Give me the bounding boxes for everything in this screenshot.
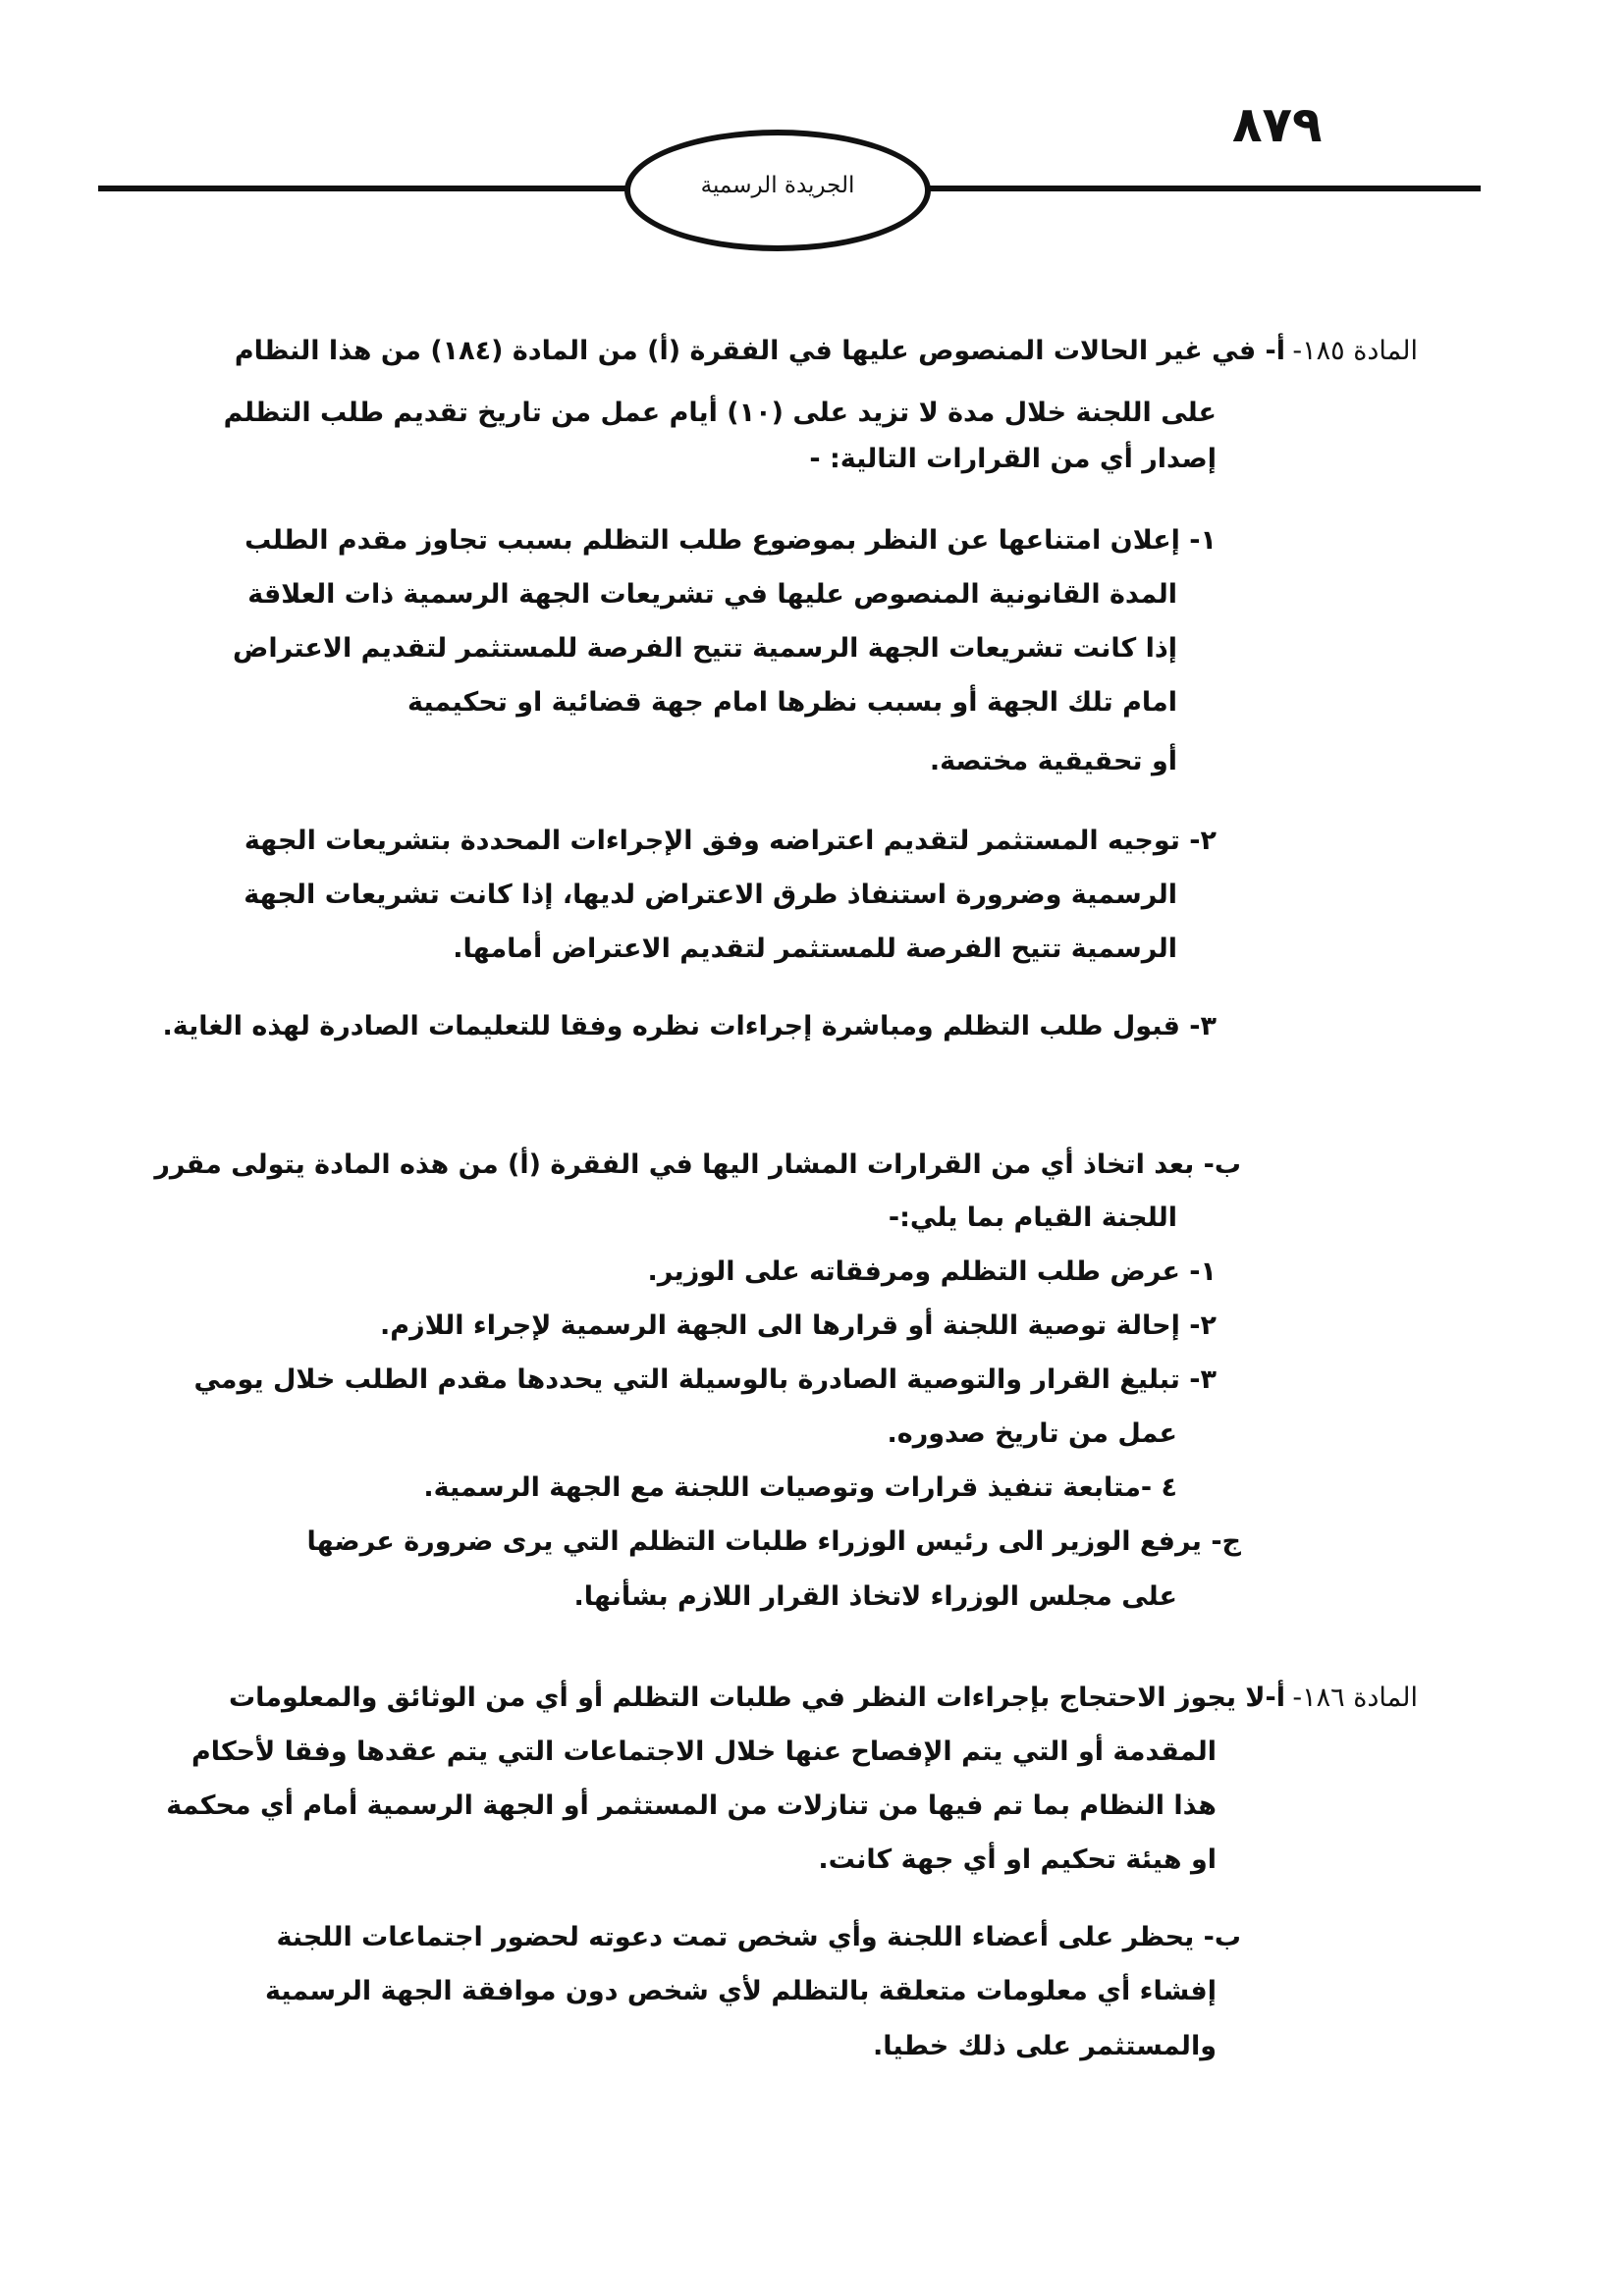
article-185-b-line-2: اللجنة القيام بما يلي:- [888,1202,1177,1233]
page-number: ٨٧٩ [1232,96,1323,153]
article-185-item-2-line-3: الرسمية تتيح الفرصة للمستثمر لتقديم الاعتراض أمامها. [453,934,1177,964]
article-185-b-item-1: ١- عرض طلب التظلم ومرفقاته على الوزير. [647,1256,1217,1287]
article-185-item-1-line-4: امام تلك الجهة أو بسبب نظرها امام جهة قضائية او تحكيمية [407,687,1177,718]
article-186-a-line-1: أ-لا يجوز الاحتجاج بإجراءات النظر في طلبات التظلم أو أي من الوثائق والمعلومات [228,1682,1285,1713]
header-oval [624,130,931,251]
article-185-c-line-1: ج- يرفع الوزير الى رئيس الوزراء طلبات التظلم التي يرى ضرورة عرضها [306,1526,1241,1557]
article-185-a-line-1: أ- في غير الحالات المنصوص عليها في الفقرة (أ) من المادة (١٨٤) من هذا النظام [234,336,1285,366]
article-185-a-line-3: إصدار أي من القرارات التالية: - [809,444,1217,474]
article-186-b-line-1: ب- يحظر على أعضاء اللجنة وأي شخص تمت دعوته لحضور اجتماعات اللجنة [276,1922,1241,1952]
article-186-b-line-2: إفشاء أي معلومات متعلقة بالتظلم لأي شخص دون موافقة الجهة الرسمية [264,1976,1217,2006]
article-185-b-item-4: ٤ -متابعة تنفيذ قرارات وتوصيات اللجنة مع الجهة الرسمية. [423,1472,1177,1503]
article-186-a-line-4: او هيئة تحكيم او أي جهة كانت. [818,1844,1217,1875]
article-185-c-line-2: على مجلس الوزراء لاتخاذ القرار اللازم بشأنها. [573,1581,1177,1612]
article-185-item-1-line-5: أو تحقيقية مختصة. [929,746,1177,776]
article-185-b-line-1: ب- بعد اتخاذ أي من القرارات المشار اليها في الفقرة (أ) من هذه المادة يتولى مقرر [154,1149,1241,1180]
article-185-item-3-line-1: ٣- قبول طلب التظلم ومباشرة إجراءات نظره وفقا للتعليمات الصادرة لهذه الغاية. [162,1011,1217,1041]
article-186-b-line-3: والمستثمر على ذلك خطيا. [873,2031,1217,2061]
article-186-label: المادة ١٨٦- [1292,1682,1418,1713]
article-185-item-1-line-1: ١- إعلان امتناعها عن النظر بموضوع طلب التظلم بسبب تجاوز مقدم الطلب [244,525,1217,556]
article-185-item-2-line-1: ٢- توجيه المستثمر لتقديم اعتراضه وفق الإجراءات المحددة بتشريعات الجهة [244,826,1217,856]
article-185-b-item-2: ٢- إحالة توصية اللجنة أو قرارها الى الجهة الرسمية لإجراء اللازم. [380,1310,1217,1341]
article-185-item-1-line-3: إذا كانت تشريعات الجهة الرسمية تتيح الفرصة للمستثمر لتقديم الاعتراض [233,633,1177,664]
article-186-a-line-3: هذا النظام بما تم فيها من تنازلات من المستثمر أو الجهة الرسمية أمام أي محكمة [166,1790,1217,1821]
gazette-title: الجريدة الرسمية [700,173,855,198]
article-185-b-item-3: ٣- تبليغ القرار والتوصية الصادرة بالوسيلة التي يحددها مقدم الطلب خلال يومي [193,1364,1217,1395]
article-185-a-line-2: على اللجنة خلال مدة لا تزيد على (١٠) أيام عمل من تاريخ تقديم طلب التظلم [223,398,1217,428]
article-185-item-2-line-2: الرسمية وضرورة استنفاذ طرق الاعتراض لديها، إذا كانت تشريعات الجهة [244,880,1177,910]
article-186-a-line-2: المقدمة أو التي يتم الإفصاح عنها خلال الاجتماعات التي يتم عقدها وفقا لأحكام [191,1736,1217,1767]
article-185-label: المادة ١٨٥- [1292,336,1418,366]
article-185-b-item-3-cont: عمل من تاريخ صدوره. [887,1418,1177,1449]
article-185-item-1-line-2: المدة القانونية المنصوص عليها في تشريعات الجهة الرسمية ذات العلاقة [247,579,1177,610]
